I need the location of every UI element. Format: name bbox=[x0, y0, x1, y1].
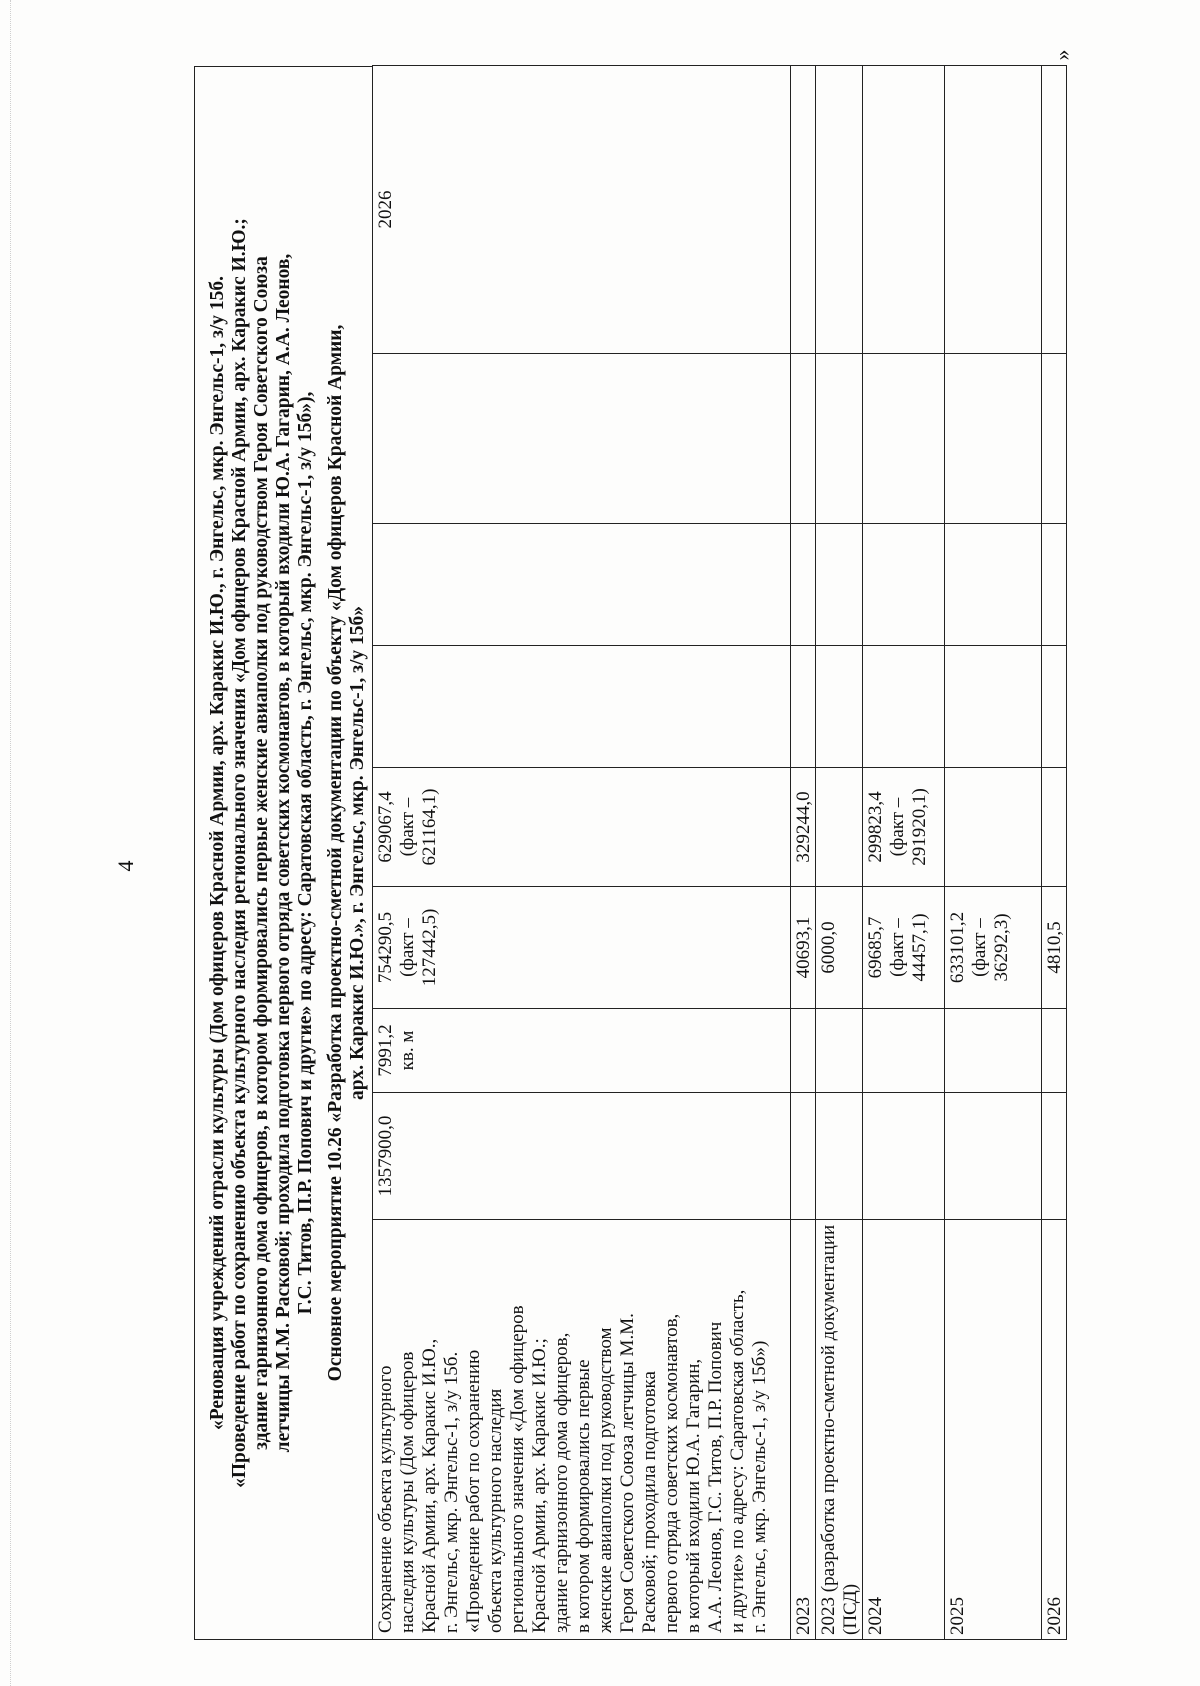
name-line: объекта культурного наследия bbox=[485, 1388, 506, 1633]
object-name-cell bbox=[373, 1220, 791, 1640]
year-value: 2026 bbox=[375, 190, 396, 229]
cost-fact-value: 127442,5) bbox=[419, 908, 440, 987]
empty-cell bbox=[816, 768, 863, 887]
empty-cell bbox=[816, 524, 863, 646]
table-row bbox=[945, 66, 1042, 1640]
cost-2023-cell bbox=[816, 887, 863, 1009]
cost-2023-cell bbox=[1042, 887, 1067, 1009]
name-line: Сохранение объекта культурного bbox=[375, 1365, 396, 1633]
cost-2023-cell bbox=[863, 887, 945, 1009]
cost-value: 69685,7 bbox=[865, 916, 886, 979]
name-line: в который входили Ю.А. Гагарин, bbox=[683, 1358, 704, 1633]
name-line: первого отряда советских космонавтов, bbox=[661, 1313, 682, 1633]
heading-line: летчицы М.М. Расковой; проходила подготовка первого отряда советских космонавтов, в который входили Ю.А. Гагарин, А.А. Леонов, bbox=[273, 253, 294, 1453]
empty-cell bbox=[863, 354, 945, 524]
cost-value: 754290,5 bbox=[375, 911, 396, 984]
name-line: здание гарнизонного дома офицеров, bbox=[551, 1332, 572, 1633]
empty-cell bbox=[945, 768, 1042, 887]
name-line: Красной Армии, арх. Каракис И.Ю.; bbox=[529, 1338, 550, 1633]
name-line: женские авиаполки под руководством bbox=[595, 1327, 616, 1633]
capacity-unit: кв. м bbox=[397, 1030, 418, 1071]
table-row bbox=[1042, 66, 1067, 1640]
name-line: Расковой; проходила подготовка bbox=[639, 1371, 660, 1633]
heading-line: здание гарнизонного дома офицеров, в котором формировались первые женские авиаполки под руководством Героя Советского Союза bbox=[251, 256, 272, 1450]
table-row bbox=[863, 66, 945, 1640]
cost-value: 629067,4 bbox=[375, 791, 396, 863]
empty-cell bbox=[1042, 1093, 1067, 1220]
table-row bbox=[791, 66, 816, 1640]
cost-2024-cell bbox=[373, 768, 791, 887]
empty-cell bbox=[945, 66, 1042, 354]
empty-cell bbox=[816, 646, 863, 768]
cost-value: 329244,0 bbox=[793, 791, 814, 863]
empty-cell bbox=[791, 524, 816, 646]
empty-cell bbox=[816, 1009, 863, 1093]
table-heading bbox=[194, 66, 372, 1640]
heading-line: «Проведение работ по сохранению объекта культурного наследия регионального значения «Дом офицеров Красной Армии, арх. Каракис И.Ю.; bbox=[229, 218, 250, 1488]
year-cell bbox=[373, 66, 791, 354]
empty-cell bbox=[1042, 1009, 1067, 1093]
empty-cell bbox=[945, 524, 1042, 646]
total-cost-cell bbox=[373, 1093, 791, 1220]
cost-value: 633101,2 bbox=[947, 911, 968, 984]
empty-cell bbox=[373, 646, 791, 768]
cost-value: 6000,0 bbox=[818, 921, 839, 974]
page-number: 4 bbox=[113, 860, 138, 872]
cost-value: 40693,1 bbox=[793, 916, 814, 979]
row-label: 2024 bbox=[863, 1220, 945, 1640]
empty-cell bbox=[863, 66, 945, 354]
name-line: «Проведение работ по сохранению bbox=[463, 1349, 484, 1633]
heading-subline: арх. Каракис И.Ю.», г. Энгельс, мкр. Энгельс-1, з/у 15б» bbox=[347, 605, 368, 1101]
cost-fact-value: 621164,1) bbox=[419, 788, 440, 866]
name-line: г. Энгельс, мкр. Энгельс-1, з/у 15б») bbox=[749, 1340, 770, 1633]
empty-cell bbox=[863, 524, 945, 646]
empty-cell bbox=[945, 1009, 1042, 1093]
empty-cell bbox=[791, 1093, 816, 1220]
cost-fact-label: (факт – bbox=[887, 797, 908, 857]
cost-fact-label: (факт – bbox=[887, 918, 908, 977]
name-line: г. Энгельс, мкр. Энгельс-1, з/у 15б. bbox=[441, 1351, 462, 1633]
data-table bbox=[372, 65, 1067, 1640]
name-line: А.А. Леонов, Г.С. Титов, П.Р. Попович bbox=[705, 1321, 726, 1633]
name-line: регионального значения «Дом офицеров bbox=[507, 1305, 528, 1633]
heading-line: «Реновация учреждений отрасли культуры (Дом офицеров Красной Армии, арх. Каракис И.Ю., г. Энгельс, мкр. Энгельс-1, з/у 15б. bbox=[207, 276, 228, 1430]
total-cost: 1357900,0 bbox=[375, 1115, 396, 1197]
empty-cell bbox=[816, 66, 863, 354]
empty-cell bbox=[1042, 354, 1067, 524]
scan-edge bbox=[10, 0, 12, 1686]
capacity-cell bbox=[373, 1009, 791, 1093]
cost-fact-value: 44457,1) bbox=[909, 913, 930, 982]
cost-value: 299823,4 bbox=[865, 791, 886, 863]
empty-cell bbox=[1042, 646, 1067, 768]
table-row bbox=[816, 66, 863, 1640]
empty-cell bbox=[863, 1009, 945, 1093]
empty-cell bbox=[791, 354, 816, 524]
cost-2023-cell bbox=[373, 887, 791, 1009]
empty-cell bbox=[863, 646, 945, 768]
cost-fact-label: (факт – bbox=[969, 918, 990, 977]
cost-fact-value: 36292,3) bbox=[991, 913, 1012, 982]
row-label: 2025 bbox=[945, 1220, 1042, 1640]
name-line: Красной Армии, арх. Каракис И.Ю., bbox=[419, 1338, 440, 1633]
row-label: 2023 bbox=[791, 1220, 816, 1640]
empty-cell bbox=[945, 354, 1042, 524]
heading-subline: Основное мероприятие 10.26 «Разработка проектно-сметной документации по объекту «Дом офицеров Красной Армии, bbox=[325, 324, 346, 1382]
rotated-document bbox=[194, 66, 1074, 1640]
empty-cell bbox=[1042, 524, 1067, 646]
cost-2024-cell bbox=[863, 768, 945, 887]
cost-fact-value: 291920,1) bbox=[909, 788, 930, 866]
empty-cell bbox=[1042, 66, 1067, 354]
empty-cell bbox=[791, 646, 816, 768]
empty-cell bbox=[816, 1093, 863, 1220]
cost-fact-label: (факт – bbox=[397, 918, 418, 977]
cost-value: 4810,5 bbox=[1044, 921, 1065, 974]
row-label: 2026 bbox=[1042, 1220, 1067, 1640]
empty-cell bbox=[816, 354, 863, 524]
main-row bbox=[373, 66, 791, 1640]
capacity-value: 7991,2 bbox=[375, 1024, 396, 1077]
heading-line: Г.С. Титов, П.Р. Попович и другие» по адресу: Саратовская область, г. Энгельс, мкр. Энгельс-1, з/у 15б»), bbox=[295, 391, 316, 1315]
name-line: наследия культуры (Дом офицеров bbox=[397, 1351, 418, 1633]
name-line: в котором формировались первые bbox=[573, 1359, 594, 1633]
name-line: и другие» по адресу: Саратовская область, bbox=[727, 1289, 748, 1633]
corner-mark: » bbox=[1049, 49, 1075, 61]
cost-2024-cell bbox=[791, 768, 816, 887]
empty-cell bbox=[791, 1009, 816, 1093]
empty-cell bbox=[945, 1093, 1042, 1220]
cost-fact-label: (факт – bbox=[397, 797, 418, 857]
empty-cell bbox=[373, 354, 791, 524]
empty-cell bbox=[373, 524, 791, 646]
empty-cell bbox=[863, 1093, 945, 1220]
empty-cell bbox=[791, 66, 816, 354]
row-label: 2023 (разработка проектно-сметной документации (ПСД) bbox=[816, 1220, 863, 1640]
cost-2023-cell bbox=[945, 887, 1042, 1009]
cost-2023-cell bbox=[791, 887, 816, 1009]
name-line: Героя Советского Союза летчицы М.М. bbox=[617, 1313, 638, 1633]
empty-cell bbox=[1042, 768, 1067, 887]
empty-cell bbox=[945, 646, 1042, 768]
